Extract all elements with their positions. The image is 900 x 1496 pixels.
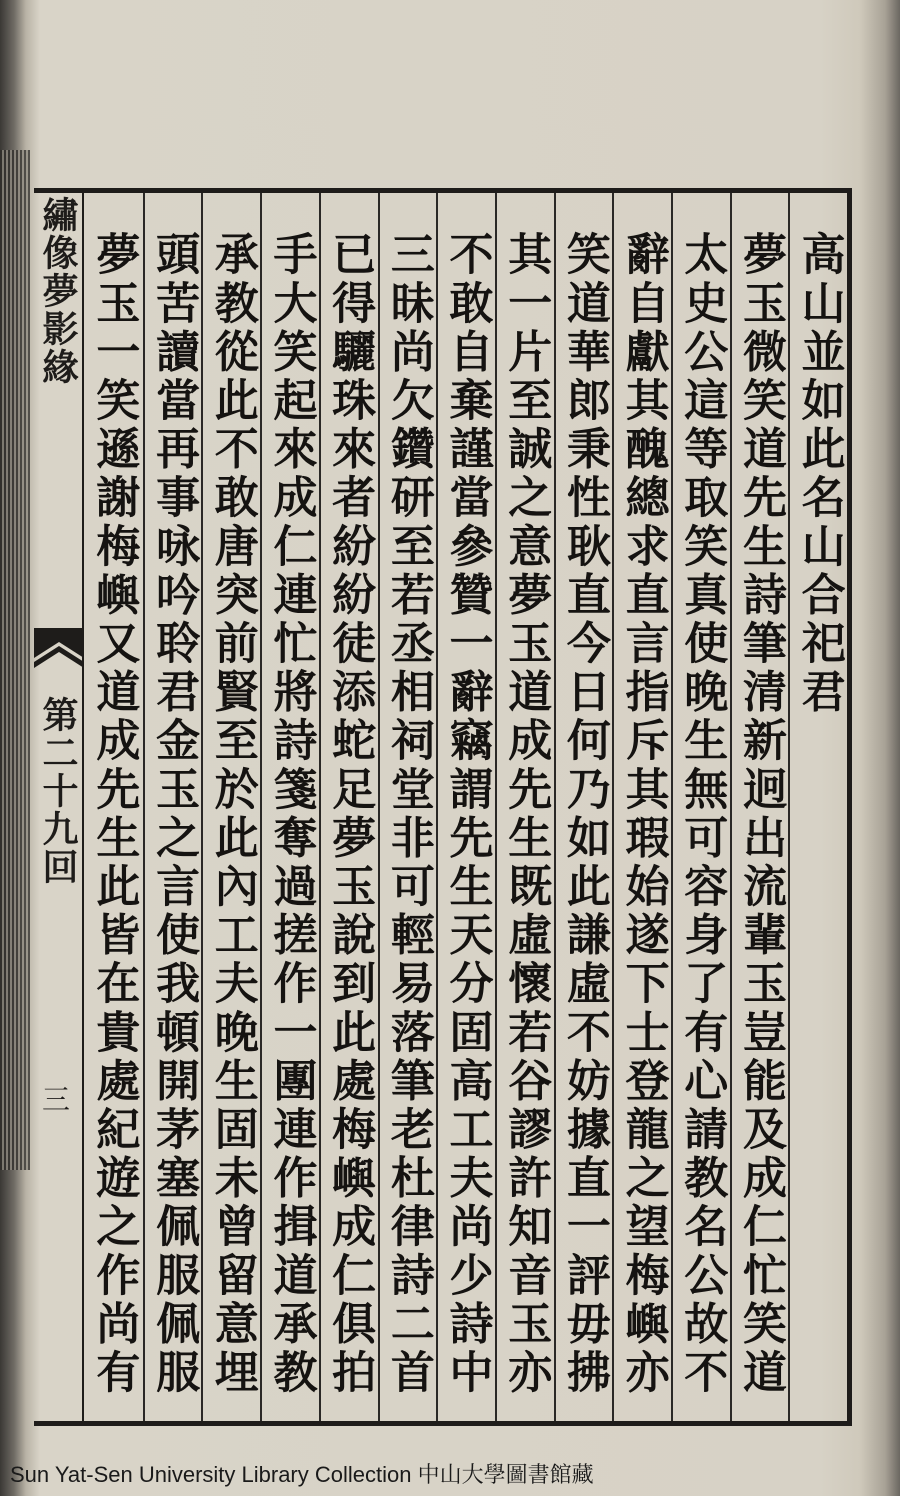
column-text: 其一片至誠之意夢玉道成先生既虛懷若谷謬許知音玉亦 <box>500 231 552 1398</box>
page-edge-stack <box>0 150 30 1170</box>
folio-number: 三 <box>42 1083 71 1116</box>
column-text: 辭自獻其醜總求直言指斥其瑕始遂下士登龍之望梅嶼亦 <box>617 231 669 1398</box>
text-column <box>319 193 378 1421</box>
column-text: 頭苦讀當再事咏吟聆君金玉之言使我頓開茅塞佩服佩服 <box>148 231 200 1398</box>
text-column <box>378 193 437 1421</box>
text-column <box>671 193 730 1421</box>
text-column <box>84 193 143 1421</box>
text-column <box>260 193 319 1421</box>
book-title: 繡像夢影緣 <box>37 196 79 386</box>
text-column <box>495 193 554 1421</box>
column-text: 已得驪珠來者紛紛徒添蛇足夢玉說到此處梅嶼成仁俱拍 <box>324 231 376 1398</box>
text-column <box>612 193 671 1421</box>
text-column <box>436 193 495 1421</box>
column-text: 太史公這等取笑真使晚生無可容身了有心請教名公故不 <box>676 231 728 1398</box>
chapter-label: 第二十九回 <box>37 696 79 886</box>
text-column <box>554 193 613 1421</box>
column-text: 夢玉微笑道先生詩筆清新迥出流輩玉豈能及成仁忙笑道 <box>734 231 786 1398</box>
column-text: 三昧尚欠鑽研至若丞相祠堂非可輕易落筆老杜律詩二首 <box>382 231 434 1398</box>
library-caption: Sun Yat-Sen University Library Collection 中山大學圖書館藏 <box>10 1462 594 1487</box>
fore-edge-strip <box>34 188 84 1426</box>
column-text: 高山並如此名山合祀君 <box>793 231 845 717</box>
column-text: 笑道華郎秉性耿直今日何乃如此謙虛不妨據直一評毋拂 <box>558 231 610 1398</box>
column-text: 夢玉一笑遜謝梅嶼又道成先生此皆在貴處紀遊之作尚有 <box>88 231 140 1398</box>
text-column <box>730 193 789 1421</box>
column-text: 不敢自棄謹當參贊一辭竊謂先生天分固高工夫尚少詩中 <box>441 231 493 1398</box>
fishtail-mark <box>34 628 84 684</box>
text-column <box>143 193 202 1421</box>
column-text: 手大笑起來成仁連忙將詩箋奪過搓作一團連作揖道承教 <box>265 231 317 1398</box>
text-columns <box>84 193 847 1421</box>
text-column <box>201 193 260 1421</box>
text-column <box>788 193 847 1421</box>
column-text: 承教從此不敢唐突前賢至於此內工夫晚生固未曾留意埋 <box>206 231 258 1398</box>
